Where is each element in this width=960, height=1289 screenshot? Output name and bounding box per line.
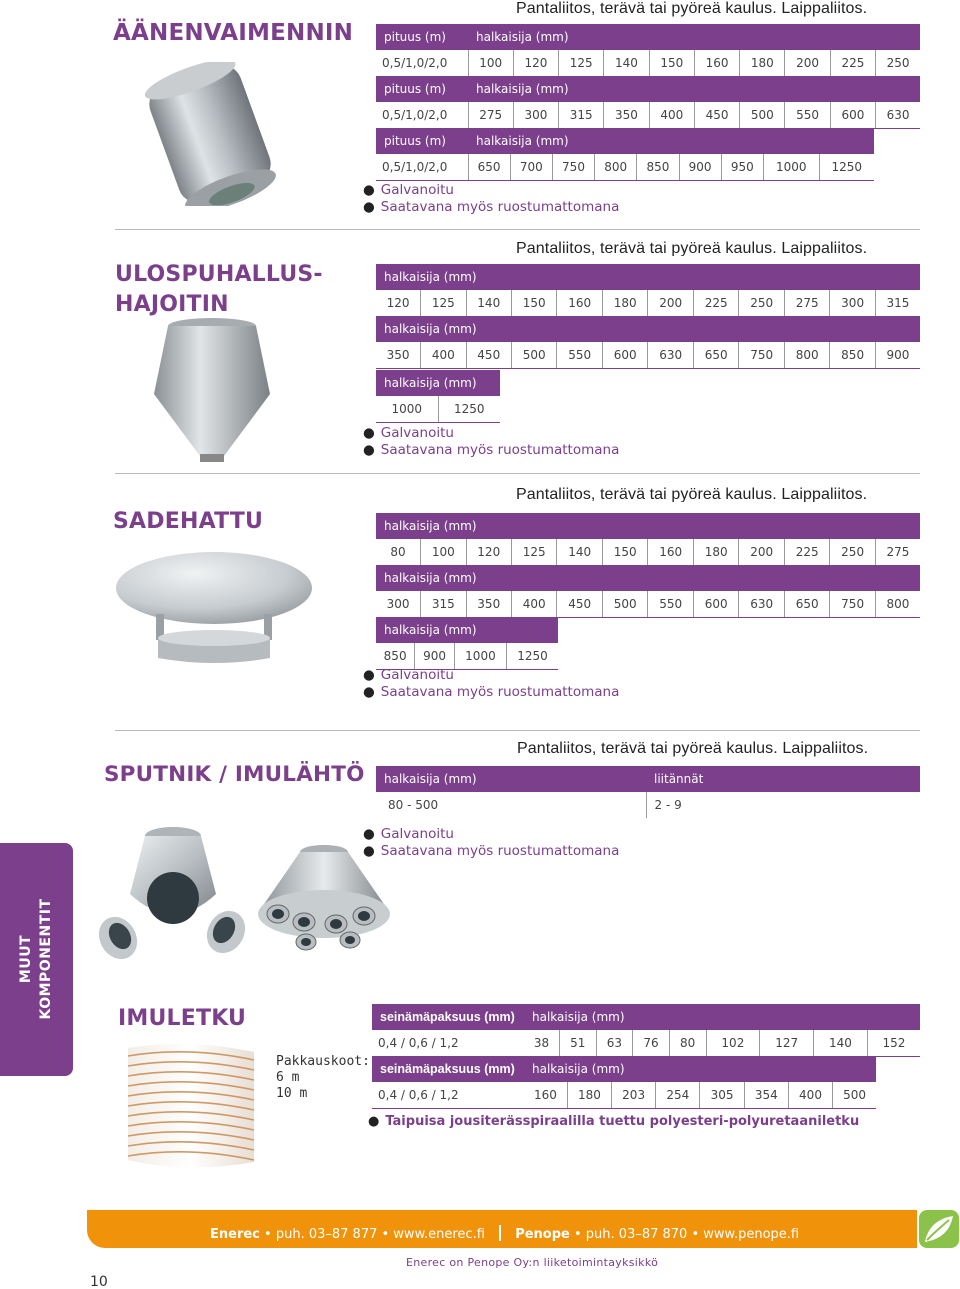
diameter-cell: 400	[649, 102, 694, 128]
table-row	[376, 290, 920, 316]
diameter-cell: 140	[814, 1030, 868, 1056]
rain-cap-size-table-large	[376, 617, 558, 670]
diameter-cell: 850	[637, 154, 679, 180]
diameter-cell: 180	[693, 539, 738, 565]
diameter-cell: 100	[421, 539, 466, 565]
diameter-cell: 1250	[819, 154, 874, 180]
section-title-ulospuhallus	[115, 260, 323, 320]
category-side-tab	[0, 843, 73, 1076]
connection-note: Pantaliitos, terävä tai pyöreä kaulus. Laippaliitos.	[517, 740, 869, 757]
diameter-cell: 1250	[438, 396, 500, 422]
diameter-cell: 850	[830, 342, 875, 368]
table-row	[372, 1082, 876, 1108]
diameter-cell: 1000	[763, 154, 819, 180]
side-tab-line: KOMPONENTIT	[38, 898, 54, 1020]
diameter-cell: 225	[830, 50, 875, 76]
diameter-cell: 950	[721, 154, 763, 180]
table-row	[376, 102, 920, 128]
table-row	[376, 50, 920, 76]
diameter-cell: 140	[557, 539, 602, 565]
length-cell: 0,5/1,0/2,0	[376, 102, 468, 128]
diameter-cell: 315	[559, 102, 604, 128]
diameter-cell: 38	[524, 1030, 560, 1056]
diameter-header: halkaisija (mm)	[468, 128, 874, 154]
diameter-cell: 305	[700, 1082, 744, 1108]
diameter-cell: 700	[510, 154, 552, 180]
package-sizes	[276, 1054, 370, 1102]
diameter-cell: 200	[739, 539, 784, 565]
feature-list	[363, 425, 619, 459]
diameter-cell: 200	[785, 50, 830, 76]
footer-subline: Enerec on Penope Oy:n liiketoimintayksikkö	[406, 1256, 659, 1269]
diameter-cell: 500	[512, 342, 557, 368]
diameter-cell: 250	[739, 290, 784, 316]
diameter-cell: 500	[602, 591, 647, 617]
footer-contact-enerec: puh. 03–87 877 • www.enerec.fi	[275, 1227, 485, 1242]
diameter-cell: 160	[524, 1082, 567, 1108]
diameter-cell: 150	[512, 290, 557, 316]
suction-hose-image	[118, 1042, 258, 1170]
section-divider	[115, 473, 920, 474]
diameter-cell: 900	[679, 154, 721, 180]
diameter-cell: 350	[466, 591, 511, 617]
section-title-aanenvaimennin: ÄÄNENVAIMENNIN	[113, 20, 354, 46]
list-item: ● Saatavana myös ruostumattomana	[363, 199, 620, 215]
diameter-cell: 275	[875, 539, 920, 565]
section-title-sputnik: SPUTNIK / IMULÄHTÖ	[104, 762, 365, 787]
connection-note: Pantaliitos, terävä tai pyöreä kaulus. Laippaliitos.	[516, 240, 868, 256]
table-row	[376, 591, 920, 617]
diameter-cell: 275	[468, 102, 513, 128]
diameter-cell: 125	[559, 50, 604, 76]
diameter-cell: 80 - 500	[376, 792, 646, 818]
diameter-cell: 750	[552, 154, 594, 180]
diameter-cell: 315	[421, 591, 466, 617]
package-size-value: 6 m	[276, 1070, 300, 1085]
diameter-cell: 250	[830, 539, 875, 565]
footer-brand-penope: Penope	[515, 1227, 570, 1242]
diameter-cell: 160	[557, 290, 602, 316]
diameter-cell: 102	[706, 1030, 760, 1056]
diameter-cell: 630	[648, 342, 693, 368]
list-item: ● Galvanoitu	[363, 425, 454, 441]
diameter-cell: 120	[466, 539, 511, 565]
diameter-cell: 300	[513, 102, 558, 128]
diameter-cell: 900	[415, 643, 455, 669]
diameter-cell: 203	[612, 1082, 656, 1108]
connection-note: Pantaliitos, terävä tai pyöreä kaulus. Laippaliitos.	[516, 0, 868, 17]
diameter-cell: 180	[567, 1082, 611, 1108]
length-cell: 0,5/1,0/2,0	[376, 154, 468, 180]
length-header: pituus (m)	[376, 128, 468, 154]
footer-brand-enerec: Enerec	[210, 1227, 260, 1242]
diameter-cell: 350	[376, 342, 421, 368]
diameter-cell: 120	[376, 290, 421, 316]
page-number: 10	[90, 1274, 108, 1289]
diameter-cell: 200	[648, 290, 693, 316]
diameter-cell: 76	[633, 1030, 670, 1056]
table-row	[376, 342, 920, 368]
diameter-cell: 650	[468, 154, 510, 180]
diameter-header: halkaisija (mm)	[376, 370, 500, 396]
connection-note: Pantaliitos, terävä tai pyöreä kaulus. Laippaliitos.	[516, 486, 868, 502]
table-row	[376, 792, 920, 818]
diameter-cell: 150	[649, 50, 694, 76]
diameter-cell: 750	[739, 342, 784, 368]
diffuser-size-table-large	[376, 370, 500, 423]
diameter-cell: 225	[693, 290, 738, 316]
side-tab-line: MUUT	[18, 934, 34, 984]
silencer-image	[140, 62, 280, 206]
length-header: pituus (m)	[376, 24, 468, 50]
diameter-cell: 180	[602, 290, 647, 316]
length-cell: 0,5/1,0/2,0	[376, 50, 468, 76]
diameter-cell: 160	[648, 539, 693, 565]
diameter-cell: 160	[694, 50, 739, 76]
diameter-cell: 100	[468, 50, 513, 76]
diameter-header: halkaisija (mm)	[376, 264, 920, 290]
diameter-cell: 600	[602, 342, 647, 368]
table-row	[376, 643, 558, 669]
diameter-cell: 650	[784, 591, 829, 617]
diameter-cell: 350	[604, 102, 649, 128]
diameter-header: halkaisija (mm)	[524, 1056, 876, 1082]
diffuser-size-table	[376, 264, 920, 369]
diameter-cell: 300	[830, 290, 875, 316]
length-header: pituus (m)	[376, 76, 468, 102]
diameter-cell: 800	[875, 591, 920, 617]
diameter-cell: 250	[876, 50, 920, 76]
package-size-value: 10 m	[276, 1086, 308, 1101]
diameter-cell: 850	[376, 643, 415, 669]
rain-cap-image	[114, 548, 314, 666]
wall-thickness-cell: 0,4 / 0,6 / 1,2	[372, 1082, 524, 1108]
diameter-cell: 152	[867, 1030, 920, 1056]
wall-thickness-header: seinämäpaksuus (mm)	[372, 1056, 524, 1082]
diameter-cell: 1000	[454, 643, 506, 669]
side-tab-label	[16, 898, 56, 1019]
feature-list	[363, 667, 619, 701]
list-item: ● Galvanoitu	[363, 667, 454, 683]
diameter-cell: 120	[513, 50, 558, 76]
diameter-cell: 800	[784, 342, 829, 368]
diameter-cell: 450	[694, 102, 739, 128]
diameter-cell: 1250	[507, 643, 558, 669]
diameter-cell: 140	[604, 50, 649, 76]
diameter-cell: 400	[788, 1082, 832, 1108]
diameter-cell: 750	[830, 591, 875, 617]
list-item: ● Galvanoitu	[363, 826, 454, 842]
diameter-cell: 900	[875, 342, 920, 368]
hose-size-table-large	[372, 1056, 876, 1109]
diameter-header: halkaisija (mm)	[376, 617, 558, 643]
title-line: ULOSPUHALLUS-	[115, 262, 323, 287]
diameter-cell: 127	[760, 1030, 814, 1056]
diameter-cell: 450	[466, 342, 511, 368]
diameter-cell: 1000	[376, 396, 438, 422]
diameter-cell: 125	[421, 290, 466, 316]
diameter-cell: 450	[557, 591, 602, 617]
diameter-cell: 315	[875, 290, 920, 316]
diameter-header: halkaisija (mm)	[524, 1004, 920, 1030]
diameter-cell: 550	[785, 102, 830, 128]
diameter-cell: 650	[693, 342, 738, 368]
list-item: ● Saatavana myös ruostumattomana	[363, 442, 620, 458]
diameter-cell: 630	[876, 102, 920, 128]
connections-cell: 2 - 9	[654, 798, 682, 812]
wall-thickness-header: seinämäpaksuus (mm)	[372, 1004, 524, 1030]
silencer-size-table	[376, 24, 920, 129]
diameter-cell: 150	[602, 539, 647, 565]
list-item: ● Saatavana myös ruostumattomana	[363, 843, 620, 859]
diameter-cell: 500	[833, 1082, 876, 1108]
sputnik-size-table	[376, 766, 920, 818]
diameter-cell: 80	[669, 1030, 706, 1056]
diameter-cell: 550	[648, 591, 693, 617]
list-item: ● Saatavana myös ruostumattomana	[363, 684, 620, 700]
feature-list	[363, 826, 619, 860]
exhaust-diffuser-image	[140, 316, 280, 466]
diameter-header: halkaisija (mm)	[468, 76, 920, 102]
feature-list	[368, 1113, 859, 1130]
footer-contact-penope: puh. 03–87 870 • www.penope.fi	[585, 1227, 800, 1242]
diameter-cell: 51	[560, 1030, 597, 1056]
diameter-cell: 550	[557, 342, 602, 368]
diameter-cell: 140	[466, 290, 511, 316]
package-sizes-label: Pakkauskoot:	[276, 1054, 370, 1069]
hose-size-table	[372, 1004, 920, 1057]
list-item: ● Galvanoitu	[363, 182, 454, 198]
table-row	[372, 1030, 920, 1056]
diameter-cell: 125	[512, 539, 557, 565]
diameter-header: halkaisija (mm)	[376, 766, 646, 792]
sputnik-multi-outlet-image	[254, 844, 394, 954]
footer-contacts: Enerec • puh. 03–87 877 • www.enerec.fi Penope • puh. 03–87 870 • www.penope.fi	[210, 1227, 800, 1242]
footer-separator	[499, 1225, 501, 1241]
diameter-cell: 630	[739, 591, 784, 617]
diameter-cell: 400	[512, 591, 557, 617]
diameter-cell: 400	[421, 342, 466, 368]
section-divider	[115, 229, 920, 230]
diameter-header: halkaisija (mm)	[376, 565, 920, 591]
diameter-header: halkaisija (mm)	[376, 513, 920, 539]
diameter-cell: 63	[596, 1030, 633, 1056]
diameter-cell: 600	[693, 591, 738, 617]
rain-cap-size-table	[376, 513, 920, 618]
connections-header: liitännät	[646, 766, 920, 792]
title-line: HAJOITIN	[115, 292, 229, 317]
diameter-cell: 800	[595, 154, 637, 180]
table-row	[376, 154, 874, 180]
diameter-cell: 275	[784, 290, 829, 316]
diameter-header: halkaisija (mm)	[468, 24, 920, 50]
list-item: ● Taipuisa jousiterässpiraalilla tuettu polyesteri-polyuretaaniletku	[368, 1114, 860, 1129]
diameter-cell: 300	[376, 591, 421, 617]
section-divider	[115, 730, 920, 731]
diameter-cell: 225	[784, 539, 829, 565]
feature-list	[363, 182, 619, 216]
diameter-cell: 80	[376, 539, 421, 565]
table-row	[376, 396, 500, 422]
sputnik-image	[98, 824, 248, 964]
diameter-cell: 354	[744, 1082, 788, 1108]
diameter-cell: 600	[830, 102, 875, 128]
leaf-logo-icon	[919, 1210, 959, 1248]
table-row	[376, 539, 920, 565]
diameter-cell: 254	[656, 1082, 700, 1108]
diameter-cell: 180	[740, 50, 785, 76]
section-title-imuletku: IMULETKU	[118, 1006, 247, 1031]
diameter-header: halkaisija (mm)	[376, 316, 920, 342]
diameter-cell: 500	[740, 102, 785, 128]
silencer-size-table-large	[376, 128, 874, 181]
wall-thickness-cell: 0,4 / 0,6 / 1,2	[372, 1030, 524, 1056]
section-title-sadehattu: SADEHATTU	[113, 509, 264, 534]
